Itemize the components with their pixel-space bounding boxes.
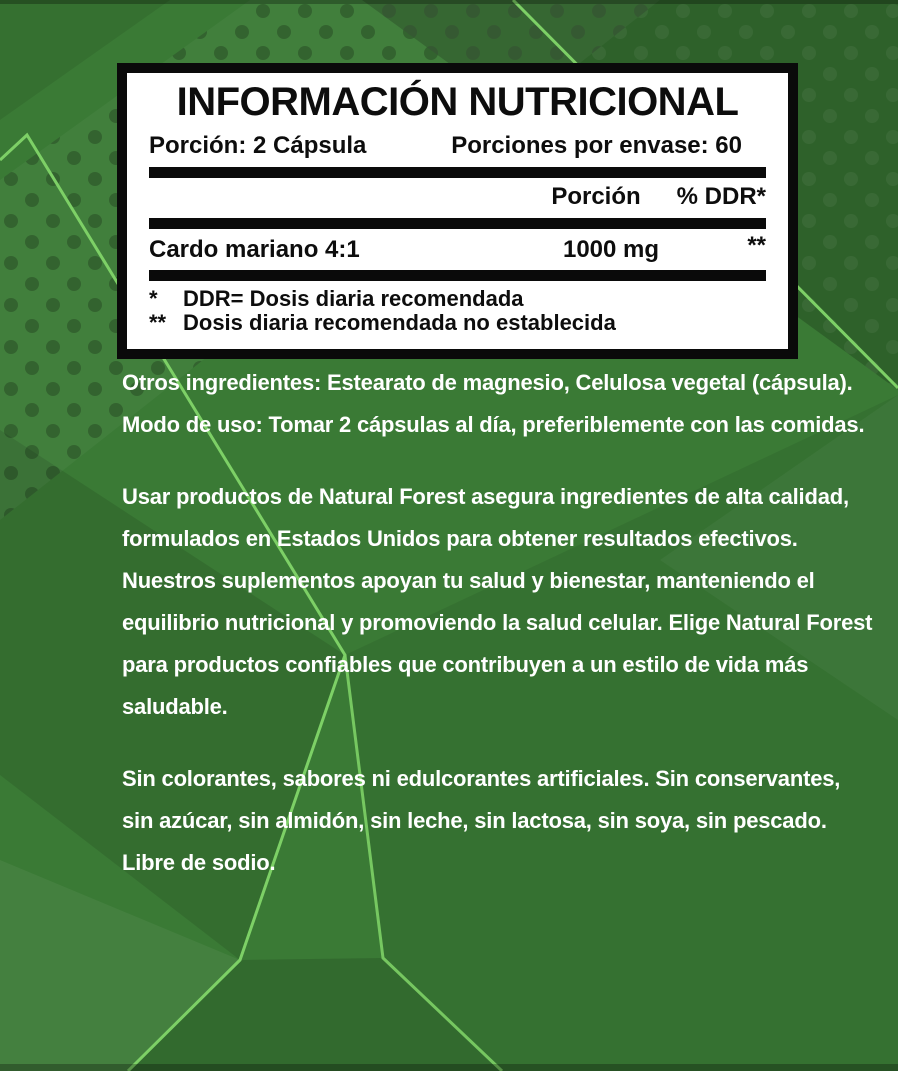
column-header-daily-value: % DDR* [676, 183, 766, 210]
divider-bar-top [149, 167, 766, 178]
servings-per-container-text: Porciones por envase: 60 [451, 132, 742, 159]
other-ingredients-text: Otros ingredientes: Estearato de magnesio, Celulosa vegetal (cápsula). [122, 370, 853, 395]
label-body-text [122, 362, 874, 884]
bottom-edge-strip [0, 1064, 898, 1071]
footnote-text: DDR= Dosis diaria recomendada [183, 286, 524, 311]
top-edge-strip [0, 0, 898, 4]
nutrition-facts-panel [117, 63, 798, 359]
column-header-amount: Porción [551, 183, 641, 210]
ingredient-daily-value: ** [747, 232, 766, 259]
footnote-marker: * [149, 286, 158, 311]
footnote-ddr-definition [149, 287, 766, 311]
serving-row [149, 132, 766, 160]
footnote-marker: ** [149, 310, 167, 335]
footnotes [149, 287, 766, 335]
directions-text: Modo de uso: Tomar 2 cápsulas al día, preferiblemente con las comidas. [122, 412, 865, 437]
footnote-text: Dosis diaria recomendada no establecida [183, 310, 616, 335]
ingredient-amount: 1000 mg [562, 236, 660, 263]
divider-bar-middle [149, 218, 766, 229]
footnote-ddr-not-established [149, 311, 766, 335]
column-header-row [149, 183, 766, 211]
ingredient-name: Cardo mariano 4:1 [149, 236, 360, 263]
serving-size-text: Porción: 2 Cápsula [149, 132, 367, 159]
table-row [149, 232, 766, 264]
panel-title: INFORMACIÓN NUTRICIONAL [176, 80, 739, 124]
brand-claim-text: Usar productos de Natural Forest asegura ingredientes de alta calidad, formulados en Estados Unidos para obtener resultados efectivos. Nuestros suplementos apoyan tu salud y bienestar, manteniendo el equilibrio nutricional y promoviendo la salud celular. Elige Natural Forest para productos confiables que contribuyen a un estilo de vida más saludable. [122, 484, 873, 719]
divider-bar-bottom [149, 270, 766, 281]
free-from-text: Sin colorantes, sabores ni edulcorantes artificiales. Sin conservantes, sin azúcar, sin almidón, sin leche, sin lactosa, sin soya, sin pescado. Libre de sodio. [122, 766, 841, 875]
